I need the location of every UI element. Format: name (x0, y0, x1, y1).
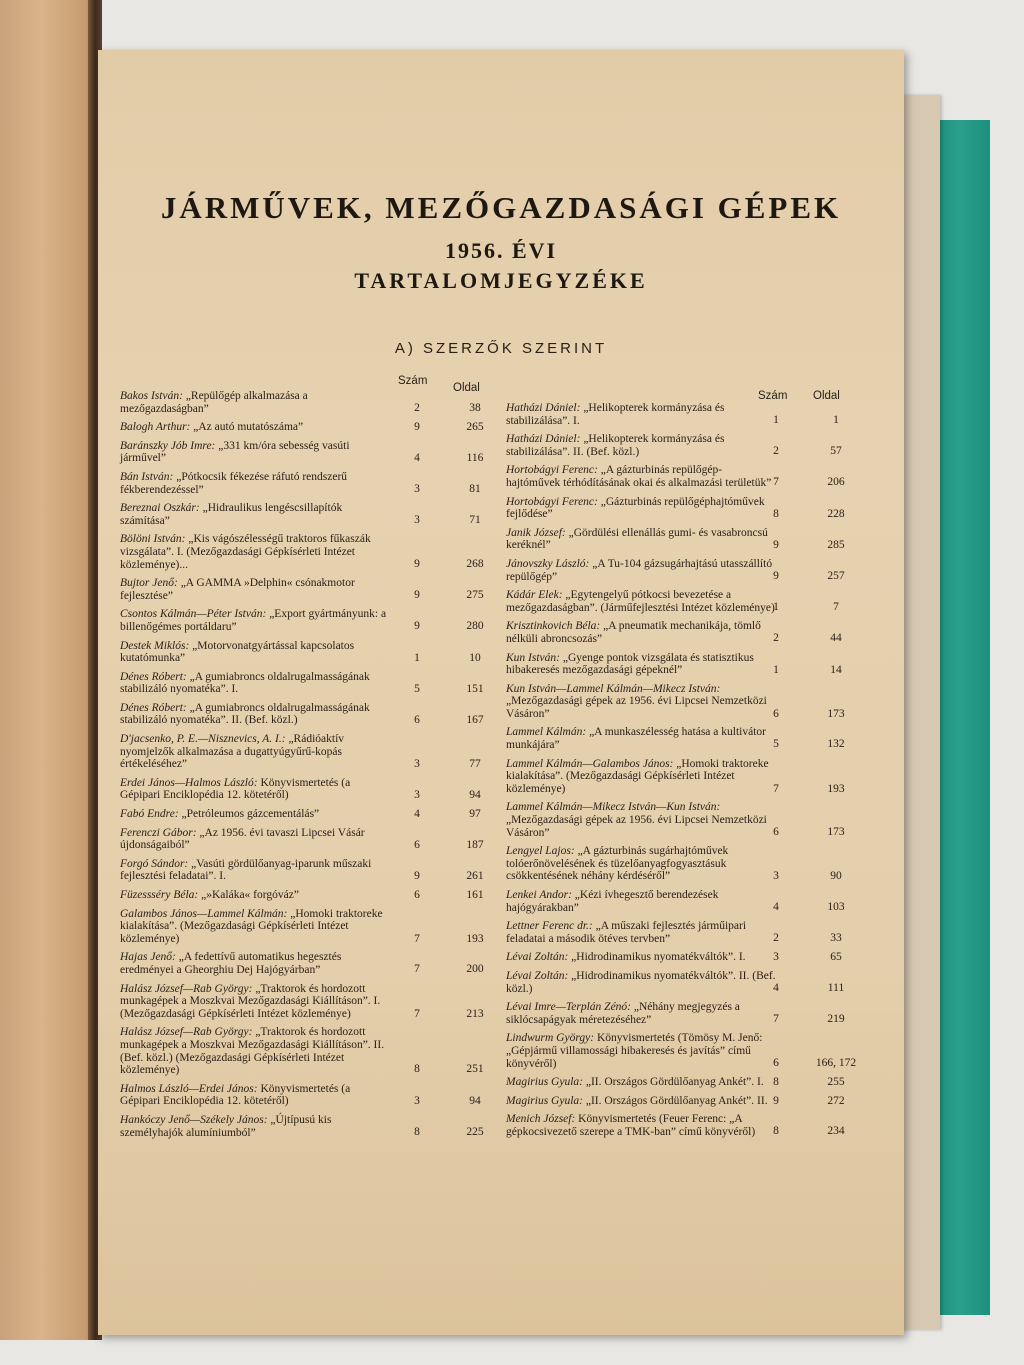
entry-author: Baránszky Jób Imre: (120, 439, 216, 452)
entry-issue-number: 6 (414, 889, 420, 901)
toc-entry (506, 589, 886, 614)
entry-title: „331 km/óra sebesség vasúti járművel” (120, 439, 350, 465)
entry-page-number: 97 (469, 808, 481, 821)
toc-entry (506, 496, 886, 521)
entry-issue-number: 7 (414, 932, 420, 945)
entry-text (506, 558, 776, 583)
entry-text (506, 951, 776, 964)
entry-issue-number: 2 (773, 445, 779, 458)
entry-text (120, 983, 390, 1021)
entry-text (120, 908, 390, 946)
entry-author: Lévai Zoltán: (506, 969, 569, 982)
entry-issue-number: 9 (414, 869, 420, 882)
toc-entry (120, 421, 500, 434)
entry-author: Bölöni István: (120, 533, 186, 546)
entry-author: Erdei János—Halmos László: (120, 776, 258, 789)
entry-issue-number: 6 (414, 838, 420, 851)
entry-page-number: 14 (830, 663, 842, 676)
toc-entry (506, 801, 886, 839)
toc-entry (120, 777, 500, 802)
entry-text (506, 801, 776, 839)
entry-text (506, 433, 776, 458)
entry-page-number: 280 (466, 620, 484, 633)
entry-author: Hatházi Dániel: (506, 402, 581, 414)
entry-page-number: 7 (833, 601, 839, 614)
entry-text (120, 951, 390, 976)
entry-text (120, 702, 390, 727)
entry-page-number: 272 (827, 1094, 845, 1107)
toc-entry (120, 827, 500, 852)
entry-issue-number: 8 (414, 1063, 420, 1076)
entry-text (120, 777, 390, 802)
page-subtitle-year: 1956. ÉVI (444, 238, 558, 263)
entry-title: „Rádióaktív nyomjelzők alkalmazása a dugattyúgyűrű-kopás értékeléséhez” (120, 733, 345, 771)
toc-entry (120, 702, 500, 727)
entry-author: Lammel Kálmán—Mikecz István—Kun István: (506, 801, 721, 814)
toc-entry (506, 433, 886, 458)
entry-author: Hortobágyi Ferenc: (506, 495, 598, 508)
entry-author: Dénes Róbert: (120, 701, 187, 714)
toc-entry (506, 1113, 886, 1138)
left-page-edge (0, 0, 100, 1340)
entry-issue-number: 9 (773, 1094, 779, 1107)
entry-issue-number: 6 (773, 1057, 779, 1070)
entry-page-number: 151 (466, 682, 484, 695)
entry-issue-number: 7 (414, 1007, 420, 1020)
toc-entry (506, 758, 886, 796)
entry-author: Fabó Endre: (120, 808, 179, 821)
entry-text (120, 858, 390, 883)
entry-author: Kun István—Lammel Kálmán—Mikecz István: (506, 682, 721, 695)
entry-author: Lévai Imre—Terplán Zénó: (506, 1001, 632, 1014)
entry-issue-number: 1 (773, 414, 779, 426)
entry-author: Krisztinkovich Béla: (506, 620, 601, 633)
left-number-header: Szám (398, 375, 428, 387)
right-column (506, 402, 886, 1145)
entry-issue-number: 9 (414, 589, 420, 602)
entry-title: „A Tu-104 gázsugárhajtású utasszállító repülőgép” (506, 557, 773, 583)
entry-page-number: 228 (827, 507, 845, 520)
entry-issue-number: 5 (414, 682, 420, 695)
entry-issue-number: 8 (773, 507, 779, 520)
entry-text (120, 640, 390, 665)
entry-page-number: 77 (469, 758, 481, 771)
entry-issue-number: 3 (414, 514, 420, 527)
entry-title: „Repülőgép alkalmazása a mezőgazdaságban” (120, 390, 308, 415)
entry-title: „Hidraulikus lengéscsillapítók számítása” (120, 502, 343, 527)
entry-title: „A gázturbinás repülőgép-hajtóművek térhódításának okai és alkalmazási területük” (506, 464, 772, 489)
entry-issue-number: 9 (414, 421, 420, 434)
entry-page-number: 206 (827, 476, 845, 489)
toc-entry (120, 733, 500, 771)
entry-page-number: 265 (466, 421, 484, 434)
entry-issue-number: 3 (414, 758, 420, 771)
entry-title: „Export gyártmányunk: a billenőgémes portáldaru” (120, 608, 387, 633)
entry-text (120, 827, 390, 852)
entry-issue-number: 8 (773, 1125, 779, 1138)
entry-text (506, 970, 776, 995)
entry-issue-number: 4 (773, 901, 779, 913)
entry-author: Halmos László—Erdei János: (120, 1082, 258, 1095)
entry-text (506, 1001, 776, 1026)
entry-author: Bán István: (120, 470, 174, 483)
toc-entry (120, 471, 500, 496)
entry-author: Lammel Kálmán—Galambos János: (506, 757, 674, 770)
entry-title: „Helikopterek kormányzása és stabilizálása”. I. (506, 402, 725, 427)
entry-title: „Mezőgazdasági gépek az 1956. évi Lipcsei Nemzetközi Vásáron” (506, 814, 767, 839)
toc-entry (506, 1032, 886, 1070)
entry-text (506, 620, 776, 645)
entry-author: Füzessséry Béla: (120, 889, 199, 901)
entry-author: D'jacsenko, P. E.—Nisznevics, A. I.: (120, 733, 286, 746)
entry-author: Hajas Jenő: (120, 951, 176, 964)
toc-entry (506, 683, 886, 721)
entry-title: „Traktorok és hordozott munkagépek a Moszkvai Mezőgazdasági Kiállításon”. II. (Bef. közl.) (Mezőgazdasági Gépkísérleti Intézet közleménye) (120, 1026, 385, 1077)
entry-author: Hankóczy Jenő—Székely János: (120, 1113, 268, 1126)
entry-author: Halász József—Rab György: (120, 1026, 253, 1039)
entry-text (120, 421, 390, 434)
toc-entry (120, 889, 500, 902)
entry-page-number: 219 (827, 1013, 845, 1026)
entry-issue-number: 9 (414, 620, 420, 633)
entry-page-number: 10 (469, 651, 481, 664)
entry-title: „Traktorok és hordozott munkagépek a Moszkvai Mezőgazdasági Kiállításon”. I. (Mezőgazdasági Gépkísérleti Intézet közleménye) (120, 982, 381, 1020)
toc-entry (506, 558, 886, 583)
entry-title: „Kis vágószélességű traktoros fűkaszák vizsgálata”. I. (Mezőgazdasági Gépkísérleti Intézet közleménye)... (120, 533, 371, 571)
entry-author: Csontos Kálmán—Péter István: (120, 608, 267, 621)
entry-author: Galambos János—Lammel Kálmán: (120, 907, 288, 920)
entry-title: „A fedettívű automatikus hegesztés eredményei a Gheorghiu Dej Hajógyárban” (120, 951, 342, 976)
entry-page-number: 33 (830, 932, 842, 945)
right-page-header: Oldal (813, 390, 840, 402)
entry-page-number: 213 (466, 1007, 484, 1020)
toc-entry (506, 889, 886, 914)
entry-title: „A munkaszélesség hatása a kultivátor munkájára” (506, 726, 766, 752)
entry-text (120, 577, 390, 602)
entry-title: „Hidrodinamikus nyomatékváltók”. I. (571, 951, 746, 964)
entry-author: Bujtor Jenő: (120, 577, 178, 590)
entry-author: Balogh Arthur: (120, 421, 191, 434)
toc-entry (120, 390, 500, 415)
entry-title: Könyvismertetés (a Gépipari Enciklopédia 12. kötetéről) (120, 776, 351, 802)
entry-page-number: 257 (827, 569, 845, 582)
toc-entry (506, 951, 886, 964)
entry-issue-number: 2 (773, 632, 779, 645)
left-page-header: Oldal (453, 382, 480, 394)
entry-title: „Mezőgazdasági gépek az 1956. évi Lipcsei Nemzetközi Vásáron” (506, 695, 767, 720)
entry-title: „Homoki traktoreke kialakítása”. (Mezőgazdasági Gépkísérleti Intézet közleménye) (120, 907, 383, 945)
entry-issue-number: 9 (773, 569, 779, 582)
toc-entry (120, 640, 500, 665)
entry-title: „Gyenge pontok vizsgálata és statisztikus hibakeresés mezőgazdasági gépeknél” (506, 651, 754, 677)
entry-text (120, 1114, 390, 1139)
entry-author: Menich József: (506, 1113, 576, 1126)
entry-text (506, 845, 776, 883)
entry-issue-number: 3 (414, 482, 420, 495)
entry-issue-number: 2 (414, 402, 420, 414)
entry-page-number: 132 (827, 738, 845, 751)
entry-text (506, 1076, 776, 1089)
entry-page-number: 65 (830, 951, 842, 964)
entry-author: Lindwurm György: (506, 1032, 595, 1045)
entry-page-number: 57 (830, 445, 842, 458)
entry-title: Könyvismertetés (a Gépipari Enciklopédia 12. kötetéről) (120, 1082, 351, 1108)
entry-title: „A műszaki fejlesztés járműipari feladatai a második ötéves tervben” (506, 920, 747, 945)
entry-text (506, 496, 776, 521)
toc-entry (506, 1095, 886, 1108)
entry-issue-number: 7 (773, 476, 779, 489)
page-title: JÁRMŰVEK, MEZŐGAZDASÁGI GÉPEK (160, 190, 842, 225)
entry-author: Lammel Kálmán: (506, 726, 587, 739)
toc-entry (120, 502, 500, 527)
entry-text (506, 402, 776, 427)
entry-issue-number: 7 (773, 782, 779, 795)
entry-text (506, 464, 776, 489)
entry-issue-number: 4 (414, 808, 420, 821)
right-number-header: Szám (758, 390, 788, 402)
entry-issue-number: 9 (414, 558, 420, 571)
entry-page-number: 1 (833, 414, 839, 426)
toc-entry (506, 527, 886, 552)
entry-text (506, 920, 776, 945)
entry-page-number: 38 (469, 402, 481, 414)
entry-text (506, 1113, 776, 1138)
entry-text (120, 889, 390, 902)
entry-title: „Gördülési ellenállás gumi- és vasabroncsú keréknél” (506, 526, 768, 552)
entry-text (506, 1095, 776, 1108)
toc-entry (506, 970, 886, 995)
entry-page-number: 193 (827, 782, 845, 795)
entry-title: „Petróleumos gázcementálás” (181, 808, 320, 821)
entry-author: Lettner Ferenc dr.: (506, 920, 593, 933)
entry-author: Kun István: (506, 651, 560, 664)
left-column (120, 390, 500, 1145)
entry-page-number: 275 (466, 589, 484, 602)
entry-page-number: 193 (466, 932, 484, 945)
entry-page-number: 167 (466, 713, 484, 726)
entry-issue-number: 9 (773, 538, 779, 551)
entry-page-number: 255 (827, 1076, 845, 1089)
toc-entry (120, 983, 500, 1021)
entry-page-number: 71 (469, 514, 481, 527)
toc-entry (506, 845, 886, 883)
entry-author: Hatházi Dániel: (506, 433, 581, 446)
toc-entry (506, 1076, 886, 1089)
entry-page-number: 187 (466, 838, 484, 851)
entry-title: „»Kaláka« forgóváz” (201, 889, 299, 901)
entry-text (506, 589, 776, 614)
entry-issue-number: 4 (414, 451, 420, 464)
under-page-edge (900, 95, 940, 1330)
entry-text (120, 471, 390, 496)
entry-issue-number: 3 (773, 951, 779, 964)
entry-author: Forgó Sándor: (120, 857, 189, 870)
entry-text (120, 533, 390, 571)
entry-page-number: 261 (466, 869, 484, 882)
entry-issue-number: 4 (773, 981, 779, 994)
entry-text (506, 683, 776, 721)
toc-entry (506, 464, 886, 489)
entry-title: Könyvismertetés (Feuer Ferenc: „A gépkocsivezető szerepe a TMK-ban” című könyvéről) (506, 1113, 756, 1138)
toc-entry (120, 858, 500, 883)
entry-title: „Néhány megjegyzés a siklócsapágyak méretezéséhez” (506, 1001, 740, 1026)
entry-page-number: 94 (469, 1094, 481, 1107)
toc-entry (120, 951, 500, 976)
entry-page-number: 111 (827, 981, 845, 994)
toc-entry (506, 920, 886, 945)
entry-text (506, 758, 776, 796)
entry-title: Könyvismertetés (Tömösy M. Jenő: „Gépjármű villamossági hibakeresés és javítás” című könyvéről) (506, 1032, 763, 1070)
entry-page-number: 251 (466, 1063, 484, 1076)
page-subtitle: TARTALOMJEGYZÉKE (354, 268, 648, 293)
entry-page-number: 44 (830, 632, 842, 645)
section-heading: A) SZERZŐK SZERINT (394, 340, 608, 357)
entry-title: „Motorvonatgyártással kapcsolatos kutatómunka” (120, 639, 355, 665)
entry-issue-number: 1 (414, 651, 420, 664)
toc-entry (120, 577, 500, 602)
toc-entry (120, 808, 500, 821)
entry-page-number: 81 (469, 482, 481, 495)
entry-issue-number: 6 (414, 713, 420, 726)
entry-author: Halász József—Rab György: (120, 982, 253, 995)
entry-issue-number: 6 (773, 707, 779, 720)
entry-title: „Gázturbinás repülőgéphajtóművek fejlődése” (506, 495, 765, 521)
entry-author: Destek Miklós: (120, 639, 190, 652)
entry-text (506, 527, 776, 552)
entry-text (120, 671, 390, 696)
entry-author: Lengyel Lajos: (506, 845, 575, 858)
toc-entry (506, 402, 886, 427)
entry-title: „A gázturbinás sugárhajtóművek tolóerőnövelésének és tüzelőanyagfogyasztásuk csökkentésének néhány kérdéséről” (506, 845, 729, 883)
entry-title: „II. Országos Gördülőanyag Ankét”. II. (585, 1094, 768, 1107)
entry-text (120, 808, 390, 821)
toc-entry (120, 1114, 500, 1139)
entry-text (120, 502, 390, 527)
entry-author: Magirius Gyula: (506, 1094, 583, 1107)
entry-author: Ferenczi Gábor: (120, 826, 197, 839)
entry-page-number: 90 (830, 870, 842, 883)
entry-title: „Újtípusú kis személyhajók alumíniumból” (120, 1113, 332, 1139)
entry-title: „Homoki traktoreke kialakítása”. (Mezőgazdasági Gépkísérleti Intézet közleménye) (506, 757, 769, 795)
entry-author: Magirius Gyula: (506, 1076, 583, 1089)
entry-page-number: 234 (827, 1125, 845, 1138)
entry-page-number: 285 (827, 538, 845, 551)
entry-page-number: 116 (466, 451, 484, 464)
entry-page-number: 225 (466, 1125, 484, 1138)
entry-title: „II. Országos Gördülőanyag Ankét”. I. (585, 1076, 764, 1089)
entry-text (506, 726, 776, 751)
entry-page-number: 173 (827, 826, 845, 839)
entry-page-number: 268 (466, 558, 484, 571)
entry-author: Kádár Elek: (506, 589, 563, 602)
entry-issue-number: 2 (773, 932, 779, 945)
entry-title: „Pótkocsik fékezése ráfutó rendszerű fékberendezéssel” (120, 470, 348, 496)
entry-text (120, 390, 390, 415)
entry-title: „Hidrodinamikus nyomatékváltók”. II. (Bef. közl.) (506, 969, 776, 995)
entry-issue-number: 7 (414, 963, 420, 976)
entry-author: Lévai Zoltán: (506, 951, 569, 964)
entry-author: Bereznai Oszkár: (120, 502, 200, 515)
entry-page-number: 94 (469, 788, 481, 801)
entry-issue-number: 3 (773, 870, 779, 883)
toc-entry (120, 1083, 500, 1108)
toc-entry (120, 533, 500, 571)
entry-text (120, 440, 390, 465)
entry-title: „Vasúti gördülőanyag-iparunk műszaki fejlesztési feladatai”. I. (120, 857, 372, 883)
toc-entry (120, 1026, 500, 1076)
entry-page-number: 200 (466, 963, 484, 976)
entry-author: Bakos István: (120, 390, 183, 402)
entry-title: „Kézi ívhegesztő berendezések hajógyárakban” (506, 889, 719, 914)
entry-text (120, 733, 390, 771)
entry-text (506, 889, 776, 914)
toc-entry (506, 620, 886, 645)
entry-text (506, 652, 776, 677)
entry-issue-number: 1 (773, 601, 779, 614)
entry-author: Janik József: (506, 526, 566, 539)
toc-entry (120, 908, 500, 946)
entry-author: Hortobágyi Ferenc: (506, 464, 598, 477)
toc-entry (506, 726, 886, 751)
entry-issue-number: 6 (773, 826, 779, 839)
toc-entry (120, 671, 500, 696)
entry-issue-number: 3 (414, 1094, 420, 1107)
document-page (98, 50, 904, 1335)
entry-page-number: 161 (466, 889, 484, 901)
entry-title: „A gumiabroncs oldalrugalmasságának stabilizáló nyomatéka”. II. (Bef. közl.) (120, 701, 370, 727)
entry-text (120, 1026, 390, 1076)
entry-title: „Az 1956. évi tavaszi Lipcsei Vásár újdonságaiból” (120, 826, 365, 852)
entry-title: „A GAMMA »Delphin« csónakmotor fejlesztése” (120, 577, 355, 602)
entry-issue-number: 3 (414, 788, 420, 801)
entry-page-number: 166, 172 (815, 1057, 857, 1070)
toc-entry (120, 608, 500, 633)
toc-entry (506, 1001, 886, 1026)
entry-title: „A pneumatik mechanikája, tömlő nélküli abroncsozás” (506, 620, 761, 645)
entry-text (506, 1032, 776, 1070)
entry-issue-number: 1 (773, 663, 779, 676)
entry-issue-number: 8 (414, 1125, 420, 1138)
entry-issue-number: 5 (773, 738, 779, 751)
toc-entry (120, 440, 500, 465)
entry-text (120, 608, 390, 633)
entry-issue-number: 8 (773, 1076, 779, 1089)
entry-title: „A gumiabroncs oldalrugalmasságának stabilizáló nyomatéka”. I. (120, 670, 370, 696)
toc-entry (506, 652, 886, 677)
entry-title: „Egytengelyű pótkocsi bevezetése a mezőgazdaságban”. (Járműfejlesztési Intézet közleménye) (506, 589, 775, 614)
entry-author: Jánovszky László: (506, 557, 590, 570)
entry-title: „Az autó mutatószáma” (193, 421, 304, 434)
entry-text (120, 1083, 390, 1108)
entry-author: Dénes Róbert: (120, 670, 187, 683)
entry-author: Lenkei Andor: (506, 889, 572, 901)
entry-page-number: 103 (827, 901, 845, 913)
entry-title: „Helikopterek kormányzása és stabilizálása”. II. (Bef. közl.) (506, 433, 725, 458)
entry-page-number: 173 (827, 707, 845, 720)
entry-issue-number: 7 (773, 1013, 779, 1026)
